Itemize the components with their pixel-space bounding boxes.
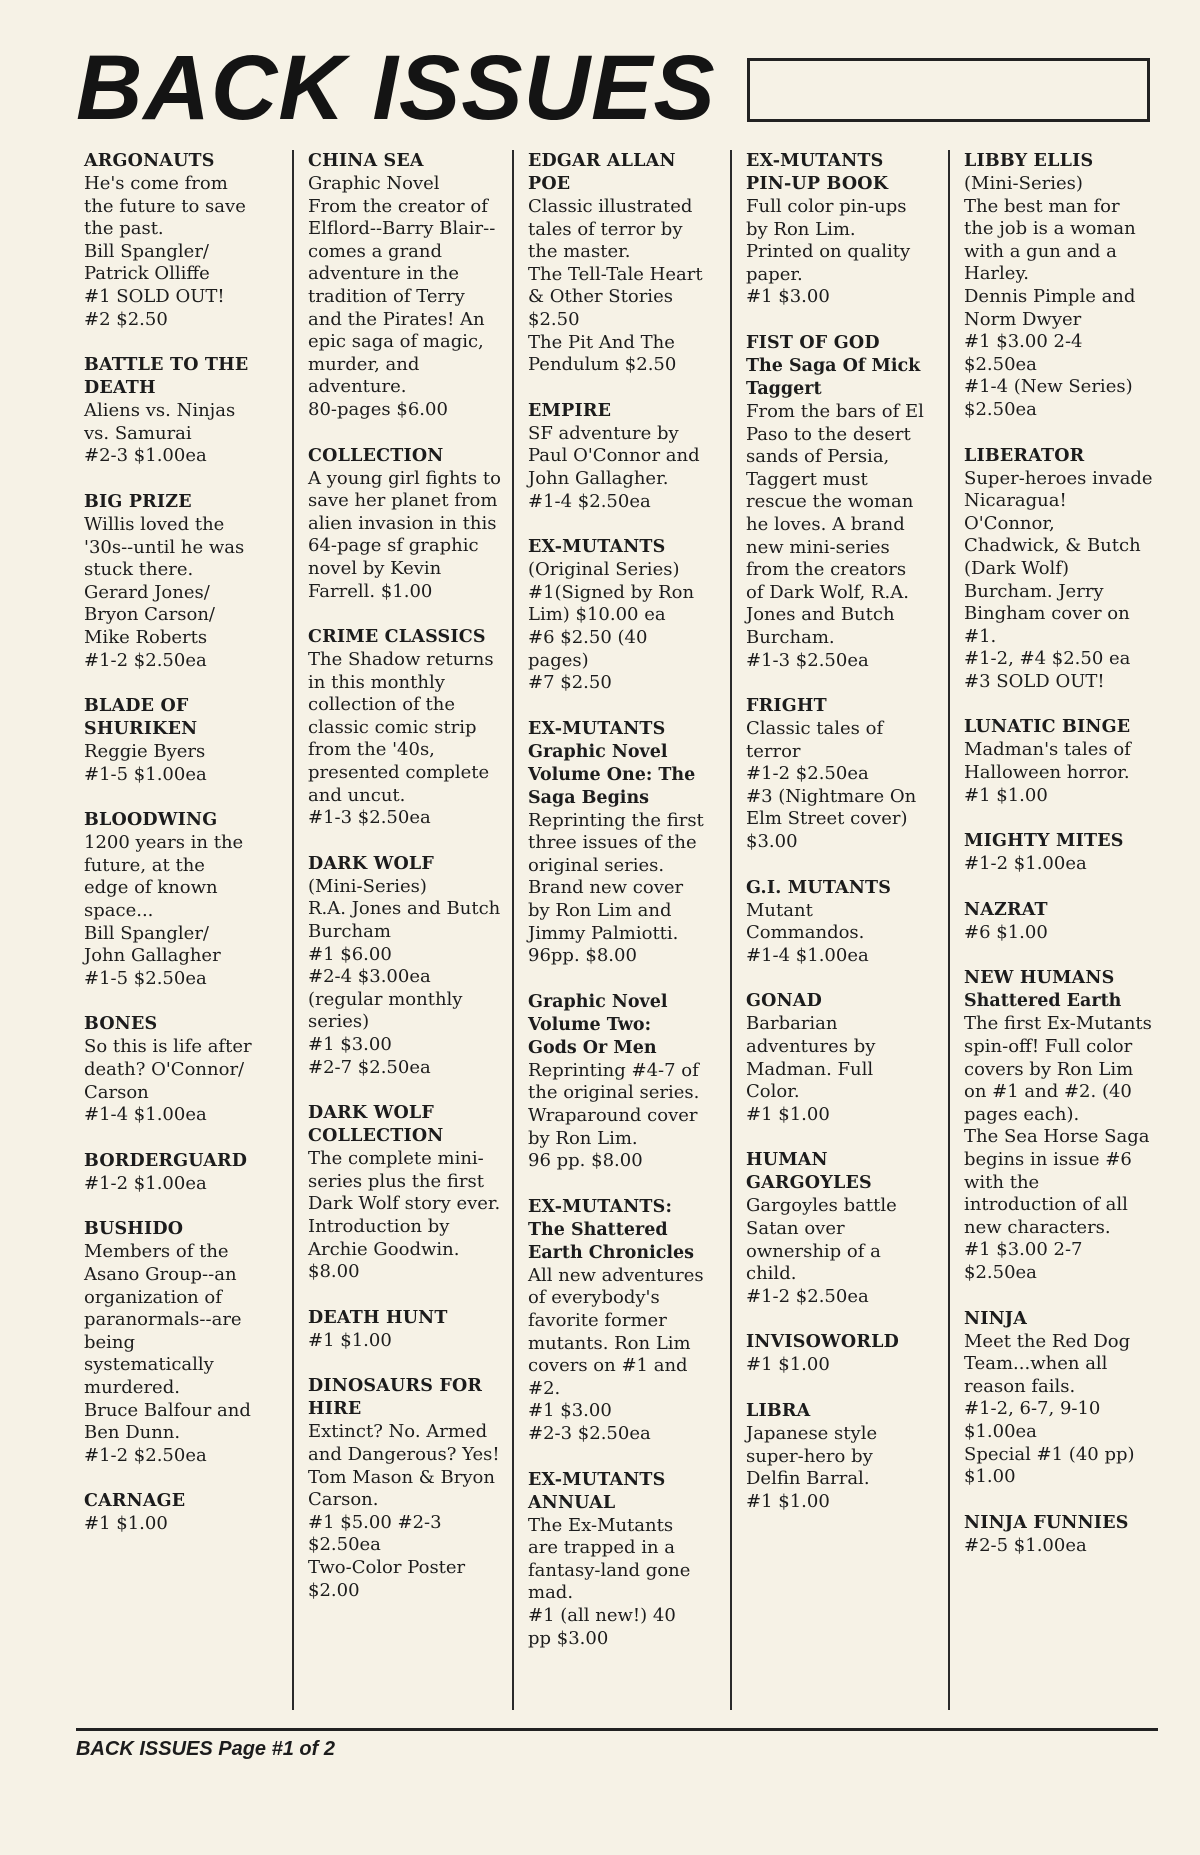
catalog-entry — [528, 991, 704, 1173]
catalog-entry — [308, 626, 502, 830]
column-2 — [292, 150, 502, 1710]
catalog-entry — [964, 150, 1154, 422]
entry-text: Members of the Asano Group--an organization of paranormals--are being systematically murdered. — [84, 1241, 242, 1398]
catalog-entry — [528, 400, 704, 513]
entry-title: EDGAR ALLAN POE — [528, 151, 676, 194]
entry-text: #1 $1.00 — [308, 1329, 392, 1351]
entry-title: DEATH HUNT — [308, 1307, 448, 1328]
entry-subtitle: The Saga Of Mick Taggert — [746, 355, 921, 399]
column-5 — [948, 150, 1154, 1710]
entry-text: #3 SOLD OUT! — [964, 670, 1105, 692]
entry-text: A young girl fights to save her planet from alien invasion in this 64-page sf graphic novel by Kevin Farrell. $1.00 — [308, 467, 501, 602]
entry-text: #1 $5.00 #2-3 $2.50ea — [308, 1511, 442, 1556]
entry-text: #1-5 $1.00ea — [84, 763, 207, 785]
entry-text: All new adventures of everybody's favorite former mutants. Ron Lim covers on #1 and #2. — [528, 1264, 704, 1399]
entry-title: BUSHIDO — [84, 1219, 184, 1240]
entry-text: The Ex-Mutants are trapped in a fantasy-land gone mad. — [528, 1514, 691, 1604]
entry-text: (Original Series) — [528, 559, 680, 581]
entry-text: Classic illustrated tales of terror by the master. — [528, 196, 693, 263]
entry-title: BONES — [84, 1014, 158, 1035]
entry-text: #1-3 $2.50ea — [308, 807, 431, 829]
catalog-entry — [308, 150, 502, 422]
entry-title: FIST OF GOD — [746, 332, 880, 353]
entry-text: #1-2 $1.00ea — [964, 853, 1087, 875]
entry-title: ARGONAUTS — [84, 151, 215, 171]
entry-title: EX-MUTANTS — [528, 718, 666, 739]
catalog-entry — [746, 695, 925, 854]
catalog-entry — [84, 354, 254, 468]
page-title: BACK ISSUES — [76, 37, 716, 139]
entry-text: #1 $1.00 — [746, 1490, 830, 1512]
columns-container — [84, 150, 1160, 1710]
entry-text: #1-4 $2.50ea — [528, 490, 651, 512]
entry-title: G.I. MUTANTS — [746, 877, 892, 898]
catalog-entry — [528, 536, 704, 695]
entry-title: NEW HUMANS — [964, 968, 1115, 989]
entry-text: So this is life after death? O'Connor/ Carson — [84, 1036, 252, 1103]
entry-title: EX-MUTANTS: — [528, 1196, 673, 1217]
entry-text: Barbarian adventures by Madman. Full Color. — [746, 1013, 876, 1103]
catalog-entry — [84, 695, 254, 786]
entry-text: #1 SOLD OUT! — [84, 285, 225, 307]
entry-subtitle: Graphic Novel Volume One: The Saga Begins — [528, 741, 696, 808]
entry-title: FRIGHT — [746, 696, 827, 717]
entry-subtitle: Graphic Novel Volume Two: Gods Or Men — [528, 991, 668, 1058]
entry-title: EX-MUTANTS PIN-UP BOOK — [746, 151, 889, 194]
entry-text: (Mini-Series) — [308, 875, 427, 897]
entry-text: 96 pp. $8.00 — [528, 1150, 643, 1172]
entry-text: From the creator of Elflord--Barry Blair--comes a grand adventure in the tradition of Terry and the Pirates! An epic saga of magic, murder, and adventure. — [308, 195, 496, 398]
entry-text: Reprinting #4-7 of the original series. Wraparound cover by Ron Lim. — [528, 1059, 700, 1149]
entry-text: Reprinting the first three issues of the original series. Brand new cover by Ron Lim and Jimmy Palmiotti. — [528, 809, 704, 944]
footer-divider — [76, 1728, 1158, 1731]
entry-text: Aliens vs. Ninjas vs. Samurai — [84, 400, 236, 444]
entry-text: #2-3 $2.50ea — [528, 1422, 651, 1444]
entry-text: Printed on quality paper. — [746, 241, 911, 285]
column-1 — [84, 150, 254, 1710]
entry-title: BATTLE TO THE DEATH — [84, 355, 249, 399]
entry-title: LUNATIC BINGE — [964, 717, 1131, 738]
catalog-entry — [84, 809, 254, 990]
catalog-entry — [746, 1400, 925, 1513]
column-3 — [512, 150, 704, 1710]
entry-subtitle: Shattered Earth — [964, 991, 1122, 1012]
catalog-entry — [84, 1218, 254, 1467]
entry-title: GONAD — [746, 991, 822, 1012]
entry-text: (Mini-Series) — [964, 173, 1083, 194]
title-blank-box — [747, 58, 1150, 122]
entry-text: #2-3 $1.00ea — [84, 445, 207, 467]
entry-text: Mutant Commandos. — [746, 899, 865, 944]
entry-title: DARK WOLF — [308, 853, 435, 874]
entry-title: NINJA — [964, 1308, 1028, 1329]
entry-text: #2-4 $3.00ea — [308, 966, 431, 988]
entry-title: LIBERATOR — [964, 445, 1085, 466]
entry-text: Introduction by Archie Goodwin. — [308, 1215, 460, 1260]
entry-text: #1 $1.00 — [84, 1513, 168, 1535]
entry-text: #1-2 $1.00ea — [84, 1172, 207, 1194]
entry-title: NINJA FUNNIES — [964, 1512, 1129, 1533]
entry-text: Full color pin-ups by Ron Lim. — [746, 196, 907, 240]
entry-text: #1-5 $2.50ea — [84, 967, 207, 989]
entry-text: The Tell-Tale Heart & Other Stories $2.50 — [528, 263, 703, 330]
entry-text: #1 $1.00 — [746, 1103, 830, 1125]
entry-title: CARNAGE — [84, 1491, 186, 1512]
entry-text: The complete mini-series plus the first Dark Wolf story ever. — [308, 1148, 501, 1215]
entry-title: BORDERGUARD — [84, 1150, 248, 1171]
entry-text: 96pp. $8.00 — [528, 945, 637, 967]
catalog-entry — [746, 150, 925, 309]
entry-text: #6 $1.00 — [964, 921, 1048, 943]
entry-subtitle: The Shattered Earth Chronicles — [528, 1219, 695, 1263]
entry-text: #1(Signed by Ron Lim) $10.00 ea — [528, 581, 695, 626]
entry-title: BIG PRIZE — [84, 491, 192, 512]
entry-text: #3 (Nightmare On Elm Street cover) $3.00 — [746, 785, 917, 853]
entry-text: R.A. Jones and Butch Burcham — [308, 898, 501, 943]
entry-text: #1 (all new!) 40 pp $3.00 — [528, 1604, 676, 1649]
catalog-entry — [84, 491, 254, 672]
entry-text: Special #1 (40 pp) $1.00 — [964, 1443, 1135, 1488]
entry-text: He's come from the future to save the past. — [84, 173, 246, 240]
entry-title: CHINA SEA — [308, 151, 424, 171]
entry-text: Extinct? No. Armed and Dangerous? Yes! — [308, 1421, 500, 1465]
entry-text: The best man for the job is a woman with a gun and a Harley. — [964, 195, 1136, 285]
catalog-entry — [964, 830, 1154, 876]
entry-text: From the bars of El Paso to the desert sands of Persia, Taggert must rescue the woman he loves. A brand new mini-series from the creators of Dark Wolf, R.A. Jones and Butch Burcham. — [746, 400, 924, 648]
entry-title: DINOSAURS FOR HIRE — [308, 1376, 483, 1420]
catalog-entry — [746, 877, 925, 968]
entry-title: INVISOWORLD — [746, 1332, 899, 1353]
entry-text: Bill Spangler/ Patrick Olliffe — [84, 240, 210, 285]
entry-text: Bruce Balfour and Ben Dunn. — [84, 1399, 251, 1444]
page-footer: BACK ISSUES Page #1 of 2 — [76, 1738, 335, 1760]
entry-text: #1 $3.00 — [746, 286, 830, 308]
catalog-entry — [84, 1490, 254, 1536]
entry-title: DARK WOLF COLLECTION — [308, 1103, 444, 1147]
entry-title: COLLECTION — [308, 445, 444, 466]
entry-text: Gargoyles battle Satan over ownership of a child. — [746, 1195, 897, 1285]
entry-text: #1-4 $1.00ea — [746, 944, 869, 966]
catalog-entry — [308, 445, 502, 604]
entry-text: Dennis Pimple and Norm Dwyer — [964, 285, 1136, 330]
catalog-entry — [964, 1308, 1154, 1489]
catalog-entry — [964, 1512, 1154, 1558]
entry-text: Willis loved the '30s--until he was stuck there. — [84, 513, 245, 581]
entry-text: (regular monthly series) — [308, 988, 463, 1033]
entry-text: The Shadow returns in this monthly collection of the classic comic strip from the '40s, presented complete and uncut. — [308, 649, 494, 806]
entry-text: #1 $1.00 — [746, 1354, 830, 1376]
catalog-entry — [746, 1149, 925, 1308]
entry-text: #1-2 $2.50ea — [84, 649, 207, 671]
entry-text: Super-heroes invade Nicaragua! O'Connor, Chadwick, & Butch (Dark Wolf) Burcham. Jerry Bingham cover on #1. — [964, 467, 1153, 647]
entry-text: #1 $6.00 — [308, 943, 392, 965]
entry-text: #2-5 $1.00ea — [964, 1534, 1087, 1556]
catalog-entry — [528, 1196, 704, 1446]
entry-text: SF adventure by Paul O'Connor and John Gallagher. — [528, 422, 700, 489]
entry-text: #1 $1.00 — [964, 784, 1048, 806]
entry-title: NAZRAT — [964, 899, 1048, 920]
catalog-entry — [528, 718, 704, 968]
catalog-entry — [84, 1013, 254, 1126]
entry-text: #1-2, 6-7, 9-10 $1.00ea — [964, 1398, 1101, 1442]
entry-title: BLOODWING — [84, 810, 218, 831]
entry-text: 1200 years in the future, at the edge of known space... — [84, 832, 244, 922]
entry-text: Two-Color Poster $2.00 — [308, 1556, 466, 1601]
entry-text: #1-4 $1.00ea — [84, 1104, 207, 1126]
entry-text: #1-3 $2.50ea — [746, 649, 869, 671]
entry-title: EMPIRE — [528, 400, 612, 421]
entry-text: Classic tales of terror — [746, 718, 884, 762]
catalog-entry — [308, 1307, 502, 1353]
entry-title: MIGHTY MITES — [964, 831, 1124, 852]
entry-text: $8.00 — [308, 1261, 360, 1283]
entry-text: #1 $3.00 2-4 $2.50ea — [964, 331, 1083, 375]
catalog-entry — [308, 853, 502, 1079]
entry-text: The Sea Horse Saga begins in issue #6 with the introduction of all new characters. — [964, 1126, 1150, 1238]
entry-text: 80-pages $6.00 — [308, 398, 448, 420]
catalog-entry — [746, 332, 925, 672]
catalog-entry — [528, 150, 704, 377]
catalog-entry — [964, 967, 1154, 1284]
entry-title: LIBRA — [746, 1400, 811, 1421]
catalog-entry — [84, 150, 254, 331]
entry-text: Tom Mason & Bryon Carson. — [308, 1466, 495, 1511]
catalog-entry — [84, 1150, 254, 1196]
column-4 — [730, 150, 925, 1710]
catalog-entry — [964, 899, 1154, 945]
entry-text: #7 $2.50 — [528, 672, 612, 694]
entry-text: #1 $3.00 — [528, 1400, 612, 1422]
entry-text: Japanese style super-hero by Delfin Barral. — [746, 1422, 878, 1490]
entry-title: EX-MUTANTS ANNUAL — [528, 1469, 666, 1513]
entry-title: EX-MUTANTS — [528, 537, 666, 558]
entry-title: CRIME CLASSICS — [308, 627, 486, 648]
catalog-entry — [746, 990, 925, 1126]
catalog-entry — [964, 445, 1154, 694]
entry-text: Madman's tales of Halloween horror. — [964, 739, 1131, 784]
entry-text: Reggie Byers — [84, 741, 206, 763]
entry-text: #2-7 $2.50ea — [308, 1056, 431, 1078]
entry-text: #1 $3.00 — [308, 1034, 392, 1055]
catalog-entry — [528, 1469, 704, 1651]
entry-text: Bill Spangler/ John Gallagher — [84, 922, 221, 967]
entry-text: Meet the Red Dog Team...when all reason fails. — [964, 1330, 1131, 1397]
entry-text: The first Ex-Mutants spin-off! Full color covers by Ron Lim on #1 and #2. (40 pages each). — [964, 1013, 1152, 1125]
entry-title: BLADE OF SHURIKEN — [84, 696, 198, 740]
entry-text: Gerard Jones/ Bryon Carson/ Mike Roberts — [84, 581, 215, 648]
entry-title: HUMAN GARGOYLES — [746, 1150, 872, 1194]
entry-text: The Pit And The Pendulum $2.50 — [528, 331, 677, 376]
entry-text: #1-4 (New Series) $2.50ea — [964, 376, 1133, 420]
entry-text: #1-2 $2.50ea — [84, 1444, 207, 1466]
entry-text: #1-2 $2.50ea — [746, 763, 869, 785]
catalog-entry — [746, 1331, 925, 1377]
catalog-entry — [964, 716, 1154, 807]
catalog-entry — [308, 1102, 502, 1284]
entry-text: #2 $2.50 — [84, 308, 168, 330]
entry-text: #1-2, #4 $2.50 ea — [964, 648, 1131, 670]
entry-text: #1-2 $2.50ea — [746, 1285, 869, 1307]
catalog-entry — [308, 1375, 502, 1602]
entry-text: #6 $2.50 (40 pages) — [528, 626, 648, 671]
entry-title: LIBBY ELLIS — [964, 151, 1094, 171]
entry-text: Graphic Novel — [308, 173, 440, 194]
entry-text: #1 $3.00 2-7 $2.50ea — [964, 1239, 1083, 1283]
